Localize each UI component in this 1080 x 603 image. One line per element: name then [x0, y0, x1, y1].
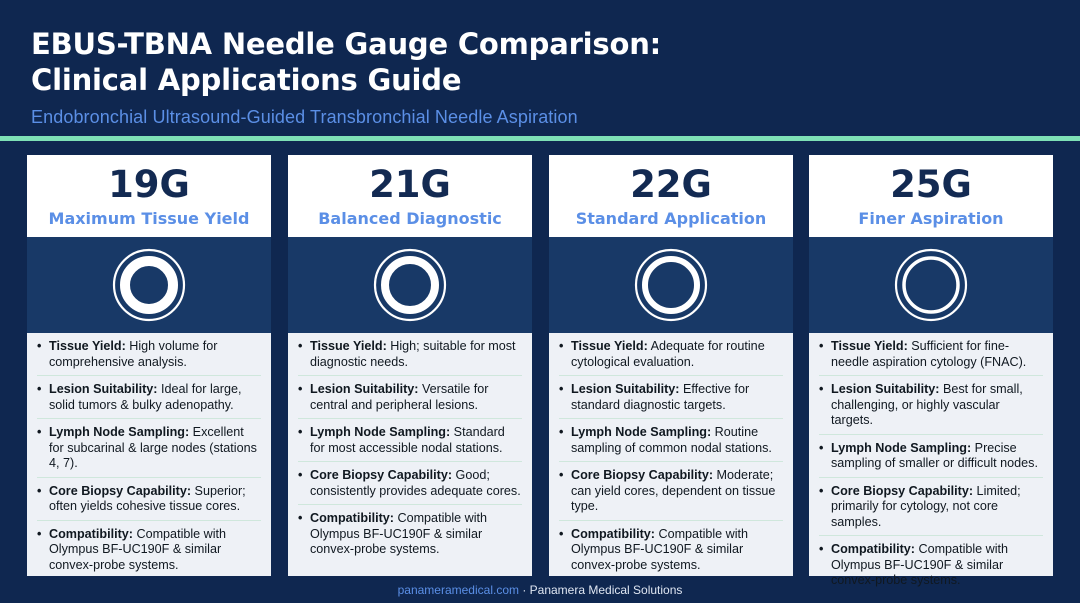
detail-compatibility: • Compatibility: Compatible with Olympus BF-UC190F & similar convex-probe systems.	[819, 542, 1043, 594]
icon-band	[809, 237, 1053, 333]
card-header	[809, 155, 1053, 237]
gauge-label: 19G	[108, 163, 190, 206]
detail-core-biopsy: • Core Biopsy Capability: Superior; often yields cohesive tissue cores.	[37, 484, 261, 521]
gauge-card-25g	[809, 155, 1053, 587]
card-details	[549, 333, 793, 576]
detail-compatibility: • Compatibility: Compatible with Olympus BF-UC190F & similar convex-probe systems.	[37, 527, 261, 579]
gauge-label: 25G	[890, 163, 972, 206]
detail-lymph-node-sampling: • Lymph Node Sampling: Standard for most accessible nodal stations.	[298, 425, 522, 462]
card-details	[288, 333, 532, 576]
detail-tissue-yield: • Tissue Yield: Adequate for routine cytological evaluation.	[559, 339, 783, 376]
gauge-label: 22G	[630, 163, 712, 206]
icon-band	[549, 237, 793, 333]
detail-tissue-yield: • Tissue Yield: High volume for comprehensive analysis.	[37, 339, 261, 376]
detail-lymph-node-sampling: • Lymph Node Sampling: Precise sampling of smaller or difficult nodes.	[819, 441, 1043, 478]
page-subtitle: Endobronchial Ultrasound-Guided Transbronchial Needle Aspiration	[31, 107, 578, 127]
card-details	[27, 333, 271, 576]
detail-lesion-suitability: • Lesion Suitability: Ideal for large, solid tumors & bulky adenopathy.	[37, 382, 261, 419]
gauge-subtitle: Finer Aspiration	[858, 209, 1004, 228]
gauge-card-21g	[288, 155, 532, 576]
page-title	[31, 26, 1051, 98]
gauge-card-22g	[549, 155, 793, 576]
icon-band	[27, 237, 271, 333]
card-header	[27, 155, 271, 237]
card-details	[809, 333, 1053, 587]
gauge-card-19g	[27, 155, 271, 576]
gauge-subtitle: Maximum Tissue Yield	[48, 209, 250, 228]
needle-gauge-circle-icon	[631, 245, 711, 325]
accent-divider	[0, 136, 1080, 141]
detail-lesion-suitability: • Lesion Suitability: Versatile for central and peripheral lesions.	[298, 382, 522, 419]
needle-gauge-circle-icon	[370, 245, 450, 325]
website-link[interactable]: panameramedical.com	[397, 583, 519, 597]
detail-lesion-suitability: • Lesion Suitability: Best for small, challenging, or highly vascular targets.	[819, 382, 1043, 435]
page-header	[31, 26, 1051, 128]
gauge-subtitle: Standard Application	[575, 209, 767, 228]
needle-gauge-circle-icon	[891, 245, 971, 325]
detail-compatibility: • Compatibility: Compatible with Olympus BF-UC190F & similar convex-probe systems.	[559, 527, 783, 579]
detail-core-biopsy: • Core Biopsy Capability: Limited; primarily for cytology, not core samples.	[819, 484, 1043, 537]
detail-core-biopsy: • Core Biopsy Capability: Good; consistently provides adequate cores.	[298, 468, 522, 505]
footer-separator: ·	[518, 583, 530, 597]
detail-tissue-yield: • Tissue Yield: High; suitable for most diagnostic needs.	[298, 339, 522, 376]
gauge-subtitle: Balanced Diagnostic	[318, 209, 502, 228]
detail-core-biopsy: • Core Biopsy Capability: Moderate; can yield cores, dependent on tissue type.	[559, 468, 783, 521]
title-line-2: Clinical Applications Guide	[31, 63, 462, 97]
detail-lymph-node-sampling: • Lymph Node Sampling: Routine sampling of common nodal stations.	[559, 425, 783, 462]
title-line-1: EBUS-TBNA Needle Gauge Comparison:	[31, 27, 662, 61]
detail-lymph-node-sampling: • Lymph Node Sampling: Excellent for subcarinal & large nodes (stations 4, 7).	[37, 425, 261, 478]
gauge-label: 21G	[369, 163, 451, 206]
detail-compatibility: • Compatibility: Compatible with Olympus BF-UC190F & similar convex-probe systems.	[298, 511, 522, 563]
detail-lesion-suitability: • Lesion Suitability: Effective for standard diagnostic targets.	[559, 382, 783, 419]
needle-gauge-circle-icon	[109, 245, 189, 325]
icon-band	[288, 237, 532, 333]
card-header	[288, 155, 532, 237]
company-name: Panamera Medical Solutions	[529, 583, 683, 597]
card-header	[549, 155, 793, 237]
page-footer	[0, 583, 1080, 597]
detail-tissue-yield: • Tissue Yield: Sufficient for fine-needle aspiration cytology (FNAC).	[819, 339, 1043, 376]
